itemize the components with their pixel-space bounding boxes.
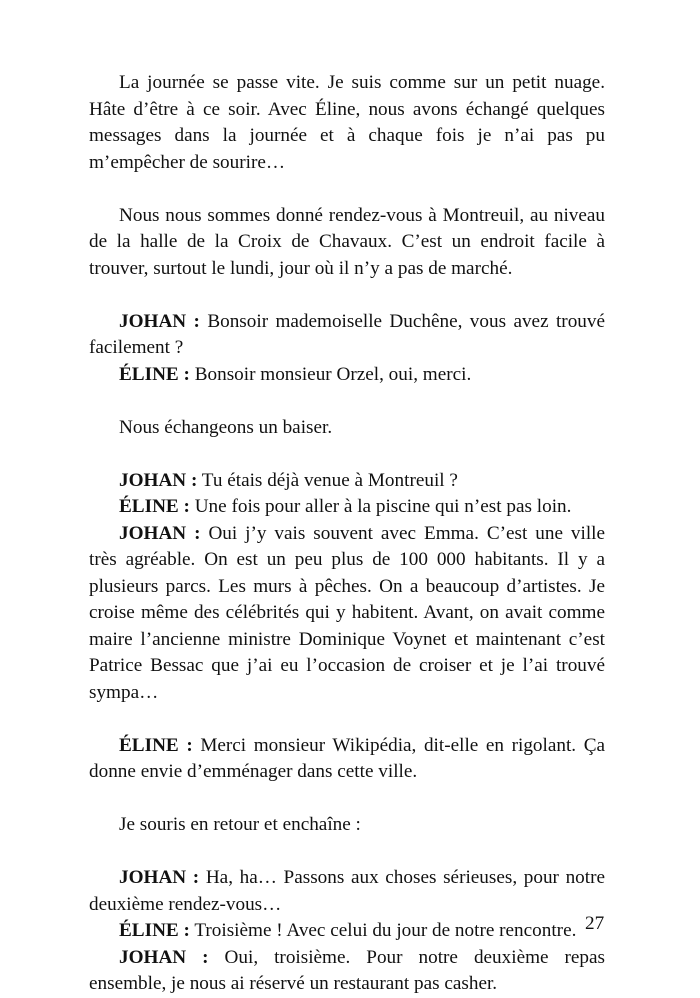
paragraph: La journée se passe vite. Je suis comme sur un petit nuage. Hâte d’être à ce soir. Avec Éline, nous avons échangé quelques messages dans la journée et à chaque fois je n’ai pas pu m’empêcher de sourire…	[89, 72, 605, 173]
dialogue-line	[89, 494, 605, 521]
speaker-label: JOHAN :	[119, 522, 201, 544]
dialogue-text: Oui j’y vais souvent avec Emma. C’est une ville très agréable. On est un peu plus de 100 000 habitants. Il y a plusieurs parcs. Les murs à pêches. On a beaucoup d’artistes. Je croise même des célébrités qui y habitent. Avant, on avait comme maire l’ancienne ministre Dominique Voynet et maintenant c’est Patrice Bessac que j’ai eu l’occasion de croiser et je l’ai trouvé sympa…	[89, 522, 606, 703]
paragraph: Nous échangeons un baiser.	[119, 416, 333, 438]
dialogue-text: Bonsoir mademoiselle Duchêne, vous avez trouvé facilement ?	[89, 310, 605, 358]
dialogue-text: Bonsoir monsieur Orzel, oui, merci.	[189, 363, 472, 385]
dialogue-text: Merci monsieur Wikipédia, dit-elle en rigolant. Ça donne envie d’emménager dans cette ville.	[89, 734, 606, 782]
page-number: 27	[585, 913, 605, 934]
speaker-label: ÉLINE :	[119, 363, 190, 385]
speaker-label: JOHAN :	[119, 310, 200, 332]
dialogue-text: Tu étais déjà venue à Montreuil ?	[197, 469, 458, 491]
dialogue-line	[89, 468, 605, 495]
dialogue-line	[89, 865, 605, 918]
dialogue-line	[89, 362, 605, 389]
speaker-label: ÉLINE :	[119, 920, 190, 941]
dialogue-text: Une fois pour aller à la piscine qui n’est pas loin.	[189, 496, 572, 517]
dialogue-line	[89, 918, 605, 945]
speaker-label: ÉLINE :	[119, 496, 190, 517]
dialogue-text: Ha, ha… Passons aux choses sérieuses, pour notre deuxième rendez-vous…	[89, 867, 606, 915]
speaker-label: JOHAN :	[119, 867, 200, 888]
dialogue-text: Oui, troisième. Pour notre deuxième repas ensemble, je nous ai réservé un restaurant pas casher.	[89, 946, 605, 994]
paragraph: Nous nous sommes donné rendez-vous à Montreuil, au niveau de la halle de la Croix de Chavaux. C’est un endroit facile à trouver, surtout le lundi, jour où il n’y a pas de marché.	[89, 204, 605, 279]
dialogue-text: Troisième ! Avec celui du jour de notre rencontre.	[189, 920, 577, 941]
paragraph: Je souris en retour et enchaîne :	[119, 814, 361, 835]
dialogue-line	[89, 945, 605, 998]
page-body	[89, 70, 605, 998]
dialogue-line	[89, 521, 605, 707]
speaker-label: JOHAN :	[119, 469, 198, 491]
dialogue-line	[89, 309, 605, 362]
dialogue-line	[89, 733, 605, 786]
speaker-label: ÉLINE :	[119, 734, 193, 756]
speaker-label: JOHAN :	[119, 946, 209, 968]
